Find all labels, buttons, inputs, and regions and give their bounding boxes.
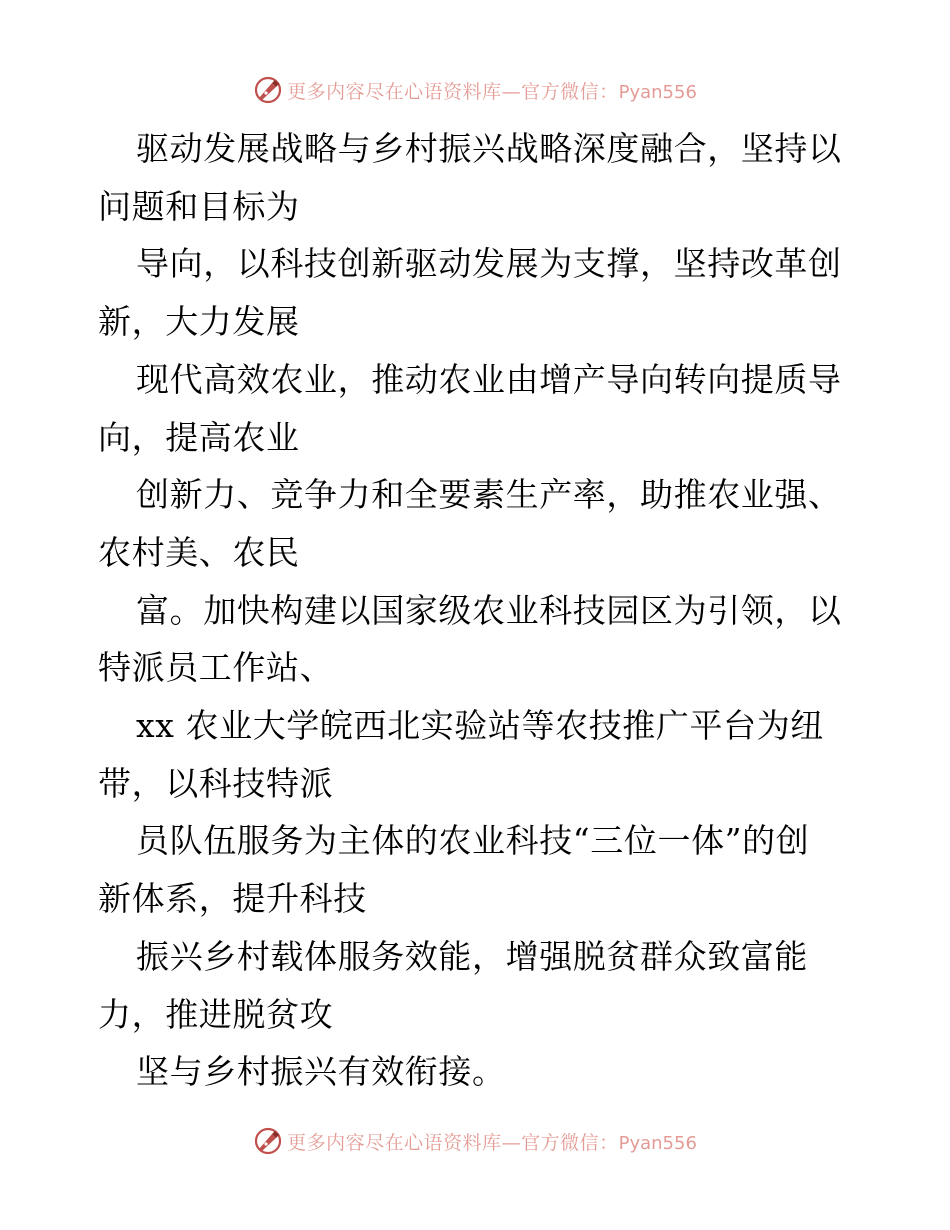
pen-nib-logo-icon bbox=[253, 75, 283, 105]
body-line: 创新力、竞争力和全要素生产率，助推农业强、 bbox=[136, 475, 842, 515]
watermark-text: 更多内容尽在心语资料库—官方微信：Pyan556 bbox=[287, 1131, 697, 1154]
body-line: 新体系，提升科技 bbox=[98, 879, 367, 919]
watermark-footer bbox=[0, 1124, 950, 1158]
body-line: 新，大力发展 bbox=[98, 302, 300, 342]
body-line: 农村美、农民 bbox=[98, 532, 300, 572]
pen-nib-logo-icon bbox=[253, 1126, 283, 1156]
body-line: 力，推进脱贫攻 bbox=[98, 994, 334, 1034]
watermark-header bbox=[0, 73, 950, 107]
body-line: xx 农业大学皖西北实验站等农技推广平台为纽 bbox=[136, 706, 824, 746]
body-line: 员队伍服务为主体的农业科技“三位一体”的创 bbox=[136, 821, 810, 861]
body-line: 富。加快构建以国家级农业科技园区为引领，以 bbox=[136, 590, 842, 630]
body-line: 向，提高农业 bbox=[98, 417, 300, 457]
body-line: 带，以科技特派 bbox=[98, 763, 334, 803]
document-body bbox=[98, 120, 858, 1101]
body-line: 驱动发展战略与乡村振兴战略深度融合，坚持以 bbox=[136, 129, 842, 168]
watermark-text: 更多内容尽在心语资料库—官方微信：Pyan556 bbox=[287, 80, 697, 103]
watermark-brand: Pyan556 bbox=[618, 1132, 697, 1154]
body-line: 振兴乡村载体服务效能，增强脱贫群众致富能 bbox=[136, 936, 808, 976]
body-line: 问题和目标为 bbox=[98, 186, 300, 226]
body-line: 坚与乡村振兴有效衔接。 bbox=[136, 1052, 506, 1092]
body-line: 现代高效农业，推动农业由增产导向转向提质导 bbox=[136, 359, 842, 399]
watermark-brand: Pyan556 bbox=[618, 81, 697, 103]
body-line: 导向，以科技创新驱动发展为支撑，坚持改革创 bbox=[136, 244, 842, 284]
body-line: 特派员工作站、 bbox=[98, 648, 334, 688]
